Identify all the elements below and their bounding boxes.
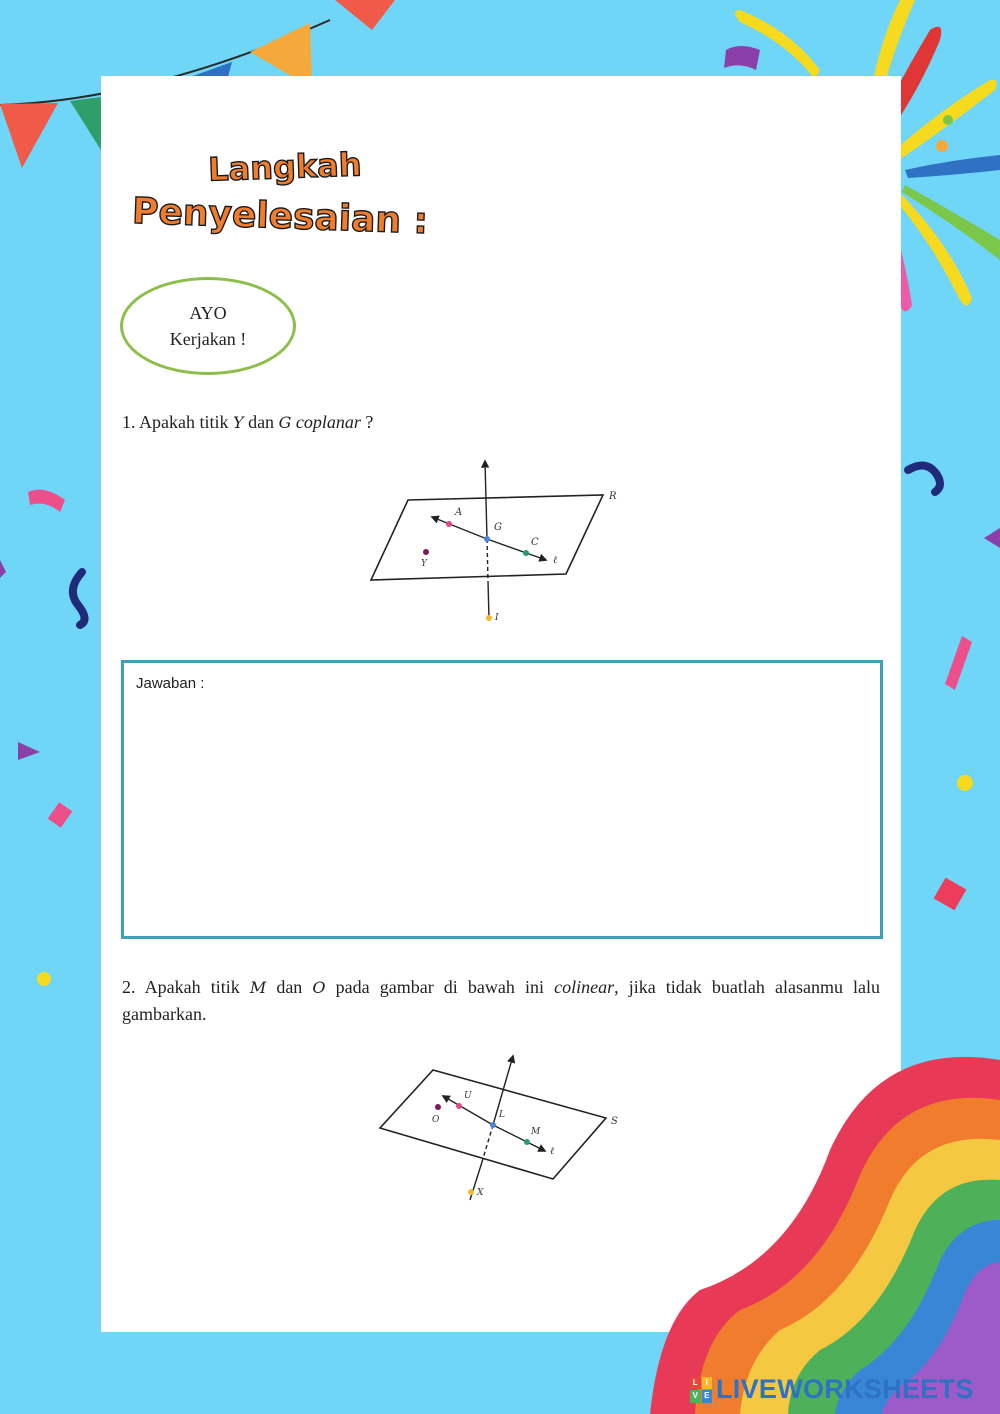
liveworksheets-mark-icon: L I V E [690,1377,712,1403]
point-g [484,536,490,542]
vertical-line-lower [488,581,489,619]
figure-1-plane-diagram [360,455,640,630]
label-m: M [531,1127,541,1137]
question-1-end: ? [365,412,374,432]
point-o [435,1104,441,1110]
point-l [490,1122,496,1128]
question-2-text: Apakah titik [144,977,240,997]
label-y: Y [421,559,427,569]
question-1-text: Apakah titik [139,412,229,432]
question-2-var-o: O [312,978,326,997]
answer-box[interactable] [121,660,883,939]
point-i [486,615,492,621]
point-y [423,549,429,555]
point-u [456,1103,462,1109]
label-l-point: L [499,1110,505,1120]
heading-line2: Penyelesaian : [131,190,429,243]
figure-2-plane-diagram [370,1050,640,1205]
ayo-line1: AYO [189,303,227,323]
answer-label: Jawaban : [136,675,205,692]
line-l [432,517,487,539]
vertical-line [485,461,487,539]
label-i: I [495,613,499,623]
label-plane-r: R [609,491,617,502]
label-plane-s: S [611,1116,618,1127]
question-1-conj: dan [248,412,275,432]
question-2-line1 [122,974,880,1001]
question-2-text-mid: pada gambar di bawah ini [335,977,544,997]
label-u: U [464,1091,472,1101]
label-x: X [477,1188,484,1198]
label-o: O [432,1115,440,1125]
question-2-conj: dan [276,977,303,997]
question-2 [122,974,880,1028]
label-line: ℓ [550,1146,555,1157]
label-g: G [494,522,502,533]
question-2-line2: gambarkan. [122,1004,207,1024]
label-c: C [531,537,539,548]
ayo-badge [120,277,296,375]
ayo-line2: Kerjakan ! [169,329,247,349]
question-2-var-m: M [249,978,267,997]
question-1-var-y: Y [233,413,244,432]
label-a: A [455,507,463,518]
question-1 [122,409,882,436]
point-x [468,1189,474,1195]
point-c [523,550,529,556]
question-1-term: coplanar [295,412,361,432]
question-2-text-after: , jika tidak buatlah alasanmu lalu [614,977,881,997]
heading-line1: Langkah [207,145,363,189]
question-1-number: 1. [122,412,136,432]
vertical-line-dashed [482,1125,493,1162]
point-m [524,1139,530,1145]
question-2-number: 2. [122,977,136,997]
vertical-line-dashed [487,539,488,581]
question-1-var-g: G [278,413,292,432]
question-2-term: colinear [554,977,615,997]
point-a [446,521,452,527]
liveworksheets-brand: LIVEWORKSHEETS [716,1374,974,1404]
liveworksheets-logo[interactable] [690,1374,974,1405]
page-heading [120,140,450,250]
label-l: ℓ [553,555,558,566]
